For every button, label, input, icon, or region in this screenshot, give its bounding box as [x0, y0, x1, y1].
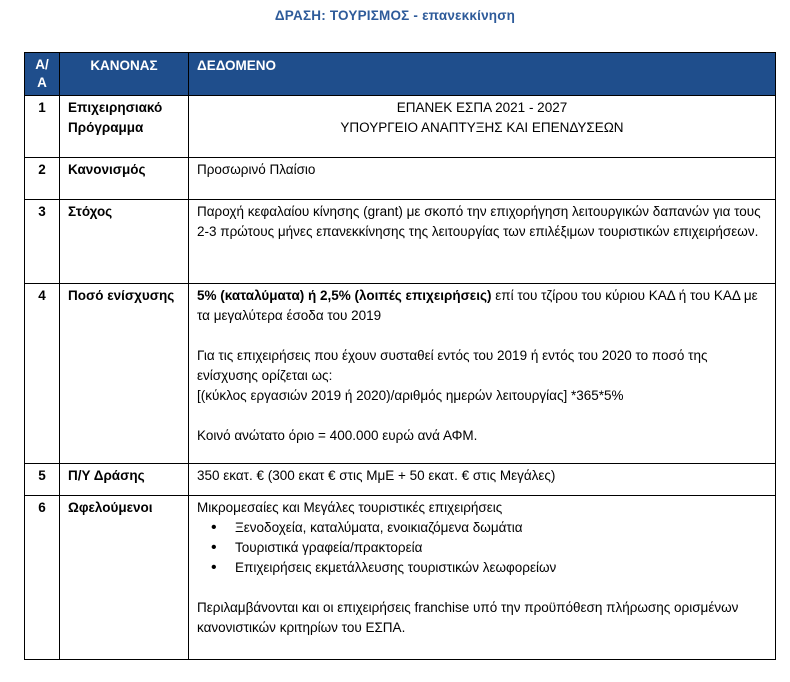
beneficiaries-intro: Μικρομεσαίες και Μεγάλες τουριστικές επιχειρήσεις [197, 500, 503, 515]
row-number: 5 [25, 464, 60, 496]
franchise-note: Περιλαμβάνονται και οι επιχειρήσεις franchise υπό την προϋπόθεση πλήρωσης ορισμένων κανονιστικών κριτηρίων του ΕΣΠΑ. [197, 600, 739, 635]
row-rule: Στόχος [60, 200, 189, 284]
row-data [189, 496, 776, 660]
row-rule: Π/Υ Δράσης [60, 464, 189, 496]
header-aa-line1: Α/ [35, 57, 49, 72]
row-number: 4 [25, 284, 60, 464]
beneficiaries-list [197, 518, 767, 578]
row-rule [60, 96, 189, 158]
row-number: 2 [25, 158, 60, 200]
table-row [25, 496, 776, 660]
row-data: Παροχή κεφαλαίου κίνησης (grant) με σκοπό την επιχορήγηση λειτουργικών δαπανών για τους 2-3 πρώτους μήνες επανεκκίνησης της λειτουργίας των επιλέξιμων τουριστικών επιχειρήσεων. [189, 200, 776, 284]
rules-table [24, 52, 776, 660]
spacer [197, 578, 767, 598]
header-rule: ΚΑΝΟΝΑΣ [60, 53, 189, 96]
document-title: ΔΡΑΣΗ: ΤΟΥΡΙΣΜΟΣ - επανεκκίνηση [274, 8, 516, 23]
table-header [25, 53, 776, 96]
row-data [189, 284, 776, 464]
list-item: • Ξενοδοχεία, καταλύματα, ενοικιαζόμενα δωμάτια [223, 518, 767, 538]
list-item: • Επιχειρήσεις εκμετάλλευσης τουριστικών λεωφορείων [223, 558, 767, 578]
header-aa-line2: Α [37, 75, 47, 90]
rule-line1: Επιχειρησιακό [68, 100, 163, 115]
amount-paragraph [197, 286, 767, 326]
spacer [197, 406, 767, 426]
header-data: ΔΕΔΟΜΕΝΟ [189, 53, 776, 96]
new-business-paragraph: Για τις επιχειρήσεις που έχουν συσταθεί εντός του 2019 ή εντός του 2020 το ποσό της ενίσχυσης ορίζεται ως: [197, 348, 708, 383]
table-row [25, 158, 776, 200]
row-number: 6 [25, 496, 60, 660]
row-number: 3 [25, 200, 60, 284]
formula-text: [(κύκλος εργασιών 2019 ή 2020)/αριθμός ημερών λειτουργίας] *365*5% [197, 388, 624, 403]
header-aa [25, 53, 60, 96]
row-data [189, 96, 776, 158]
row-data: 350 εκατ. € (300 εκατ € στις ΜμΕ + 50 εκατ. € στις Μεγάλες) [189, 464, 776, 496]
table-row [25, 200, 776, 284]
row-rule: Ποσό ενίσχυσης [60, 284, 189, 464]
header-row [25, 53, 776, 96]
table-row [25, 284, 776, 464]
row-rule: Ωφελούμενοι [60, 496, 189, 660]
max-limit-text: Κοινό ανώτατο όριο = 400.000 ευρώ ανά ΑΦΜ. [197, 428, 478, 443]
rule-line2: Πρόγραμμα [68, 120, 144, 135]
program-line1: ΕΠΑΝΕΚ ΕΣΠΑ 2021 - 2027 [396, 100, 568, 115]
row-number: 1 [25, 96, 60, 158]
row-rule: Κανονισμός [60, 158, 189, 200]
table-row [25, 464, 776, 496]
amount-percentages: 5% (καταλύματα) ή 2,5% (λοιπές επιχειρήσεις) [197, 288, 492, 303]
row-data: Προσωρινό Πλαίσιο [189, 158, 776, 200]
table-row [25, 96, 776, 158]
amount-basis: επί του τζίρου του κύριου ΚΑΔ ή του ΚΑΔ με τα μεγαλύτερα έσοδα του 2019 [197, 288, 758, 323]
program-line2: ΥΠΟΥΡΓΕΙΟ ΑΝΑΠΤΥΞΗΣ ΚΑΙ ΕΠΕΝΔΥΣΕΩΝ [340, 120, 624, 135]
list-item: • Τουριστικά γραφεία/πρακτορεία [223, 538, 767, 558]
table-body [25, 96, 776, 660]
spacer [197, 326, 767, 346]
